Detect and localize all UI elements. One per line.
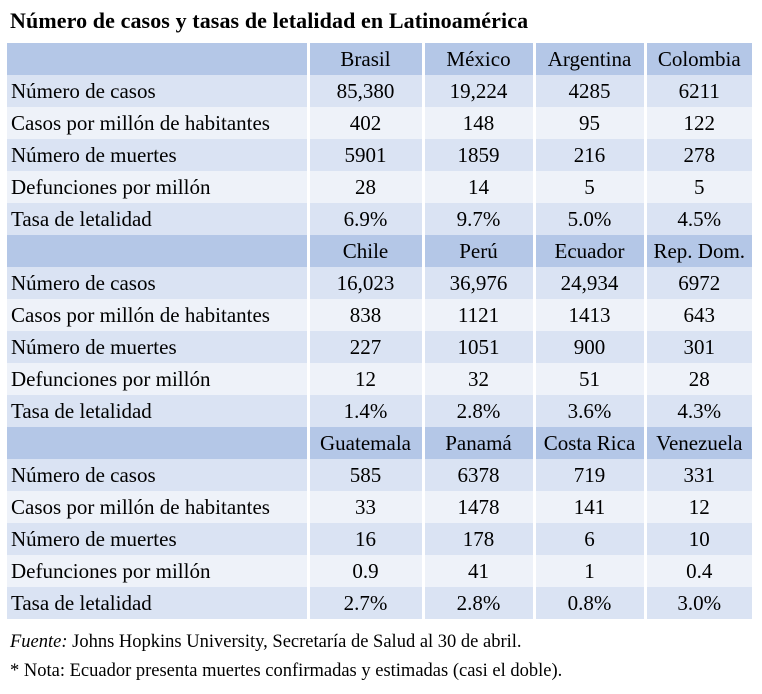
table-cell: 9.7% — [423, 203, 534, 235]
table-cell: 4.3% — [645, 395, 752, 427]
table-cell: 6.9% — [308, 203, 423, 235]
table-cell: 122 — [645, 107, 752, 139]
row-label: Número de casos — [7, 459, 308, 491]
table-row — [7, 203, 752, 235]
table-cell: 12 — [308, 363, 423, 395]
table-cell: 51 — [534, 363, 645, 395]
table-cell: 719 — [534, 459, 645, 491]
country-header-row — [7, 235, 752, 267]
table-cell: 0.4 — [645, 555, 752, 587]
row-label: Tasa de letalidad — [7, 395, 308, 427]
table-cell: 2.8% — [423, 395, 534, 427]
table-cell: 1859 — [423, 139, 534, 171]
country-header: Venezuela — [645, 427, 752, 459]
note-line: * Nota: Ecuador presenta muertes confirmadas y estimadas (casi el doble). — [10, 661, 563, 681]
header-blank-cell — [7, 43, 308, 75]
table-cell: 838 — [308, 299, 423, 331]
table-cell: 643 — [645, 299, 752, 331]
data-table-container — [7, 43, 752, 619]
source-line — [10, 628, 562, 657]
table-cell: 14 — [423, 171, 534, 203]
table-cell: 141 — [534, 491, 645, 523]
row-label: Número de casos — [7, 267, 308, 299]
table-cell: 278 — [645, 139, 752, 171]
source-label: Fuente: — [10, 632, 68, 652]
row-label: Casos por millón de habitantes — [7, 491, 308, 523]
table-cell: 85,380 — [308, 75, 423, 107]
table-row — [7, 523, 752, 555]
row-label: Casos por millón de habitantes — [7, 107, 308, 139]
table-row — [7, 395, 752, 427]
header-blank-cell — [7, 235, 308, 267]
table-cell: 2.7% — [308, 587, 423, 619]
table-cell: 0.9 — [308, 555, 423, 587]
row-label: Número de muertes — [7, 139, 308, 171]
table-cell: 4285 — [534, 75, 645, 107]
country-header: Chile — [308, 235, 423, 267]
table-cell: 148 — [423, 107, 534, 139]
table-cell: 28 — [645, 363, 752, 395]
table-cell: 6972 — [645, 267, 752, 299]
table-cell: 24,934 — [534, 267, 645, 299]
table-cell: 4.5% — [645, 203, 752, 235]
country-header: Rep. Dom. — [645, 235, 752, 267]
table-cell: 585 — [308, 459, 423, 491]
country-header: Colombia — [645, 43, 752, 75]
table-cell: 5.0% — [534, 203, 645, 235]
row-label: Número de casos — [7, 75, 308, 107]
country-header: Argentina — [534, 43, 645, 75]
table-cell: 6211 — [645, 75, 752, 107]
table-cell: 1.4% — [308, 395, 423, 427]
table-row — [7, 107, 752, 139]
table-cell: 5901 — [308, 139, 423, 171]
country-header: Guatemala — [308, 427, 423, 459]
table-row — [7, 491, 752, 523]
table-cell: 216 — [534, 139, 645, 171]
table-cell: 19,224 — [423, 75, 534, 107]
table-cell: 32 — [423, 363, 534, 395]
row-label: Número de muertes — [7, 523, 308, 555]
table-row — [7, 75, 752, 107]
table-cell: 33 — [308, 491, 423, 523]
table-row — [7, 267, 752, 299]
table-row — [7, 171, 752, 203]
country-header: Costa Rica — [534, 427, 645, 459]
table-cell: 12 — [645, 491, 752, 523]
table-cell: 1478 — [423, 491, 534, 523]
table-cell: 3.6% — [534, 395, 645, 427]
table-cell: 178 — [423, 523, 534, 555]
table-row — [7, 331, 752, 363]
table-cell: 1121 — [423, 299, 534, 331]
table-cell: 301 — [645, 331, 752, 363]
row-label: Defunciones por millón — [7, 363, 308, 395]
table-row — [7, 363, 752, 395]
row-label: Tasa de letalidad — [7, 203, 308, 235]
table-cell: 16,023 — [308, 267, 423, 299]
table-row — [7, 459, 752, 491]
cases-table — [7, 43, 752, 619]
country-header: Ecuador — [534, 235, 645, 267]
table-row — [7, 587, 752, 619]
table-cell: 1 — [534, 555, 645, 587]
table-cell: 36,976 — [423, 267, 534, 299]
row-label: Defunciones por millón — [7, 555, 308, 587]
table-cell: 5 — [534, 171, 645, 203]
country-header-row — [7, 427, 752, 459]
table-cell: 95 — [534, 107, 645, 139]
country-header: Panamá — [423, 427, 534, 459]
footnotes — [10, 628, 562, 686]
table-cell: 28 — [308, 171, 423, 203]
table-title: Número de casos y tasas de letalidad en Latinoamérica — [10, 8, 529, 33]
table-cell: 3.0% — [645, 587, 752, 619]
country-header-row — [7, 43, 752, 75]
source-text: Johns Hopkins University, Secretaría de Salud al 30 de abril. — [67, 632, 522, 652]
table-cell: 227 — [308, 331, 423, 363]
row-label: Defunciones por millón — [7, 171, 308, 203]
table-cell: 6378 — [423, 459, 534, 491]
table-cell: 402 — [308, 107, 423, 139]
row-label: Número de muertes — [7, 331, 308, 363]
row-label: Tasa de letalidad — [7, 587, 308, 619]
table-cell: 0.8% — [534, 587, 645, 619]
table-cell: 1051 — [423, 331, 534, 363]
header-blank-cell — [7, 427, 308, 459]
table-cell: 1413 — [534, 299, 645, 331]
table-body — [7, 43, 752, 619]
country-header: México — [423, 43, 534, 75]
row-label: Casos por millón de habitantes — [7, 299, 308, 331]
table-row — [7, 299, 752, 331]
table-cell: 5 — [645, 171, 752, 203]
table-cell: 2.8% — [423, 587, 534, 619]
table-row — [7, 139, 752, 171]
country-header: Brasil — [308, 43, 423, 75]
table-cell: 16 — [308, 523, 423, 555]
country-header: Perú — [423, 235, 534, 267]
table-cell: 10 — [645, 523, 752, 555]
table-cell: 6 — [534, 523, 645, 555]
table-cell: 41 — [423, 555, 534, 587]
table-cell: 900 — [534, 331, 645, 363]
table-row — [7, 555, 752, 587]
table-cell: 331 — [645, 459, 752, 491]
